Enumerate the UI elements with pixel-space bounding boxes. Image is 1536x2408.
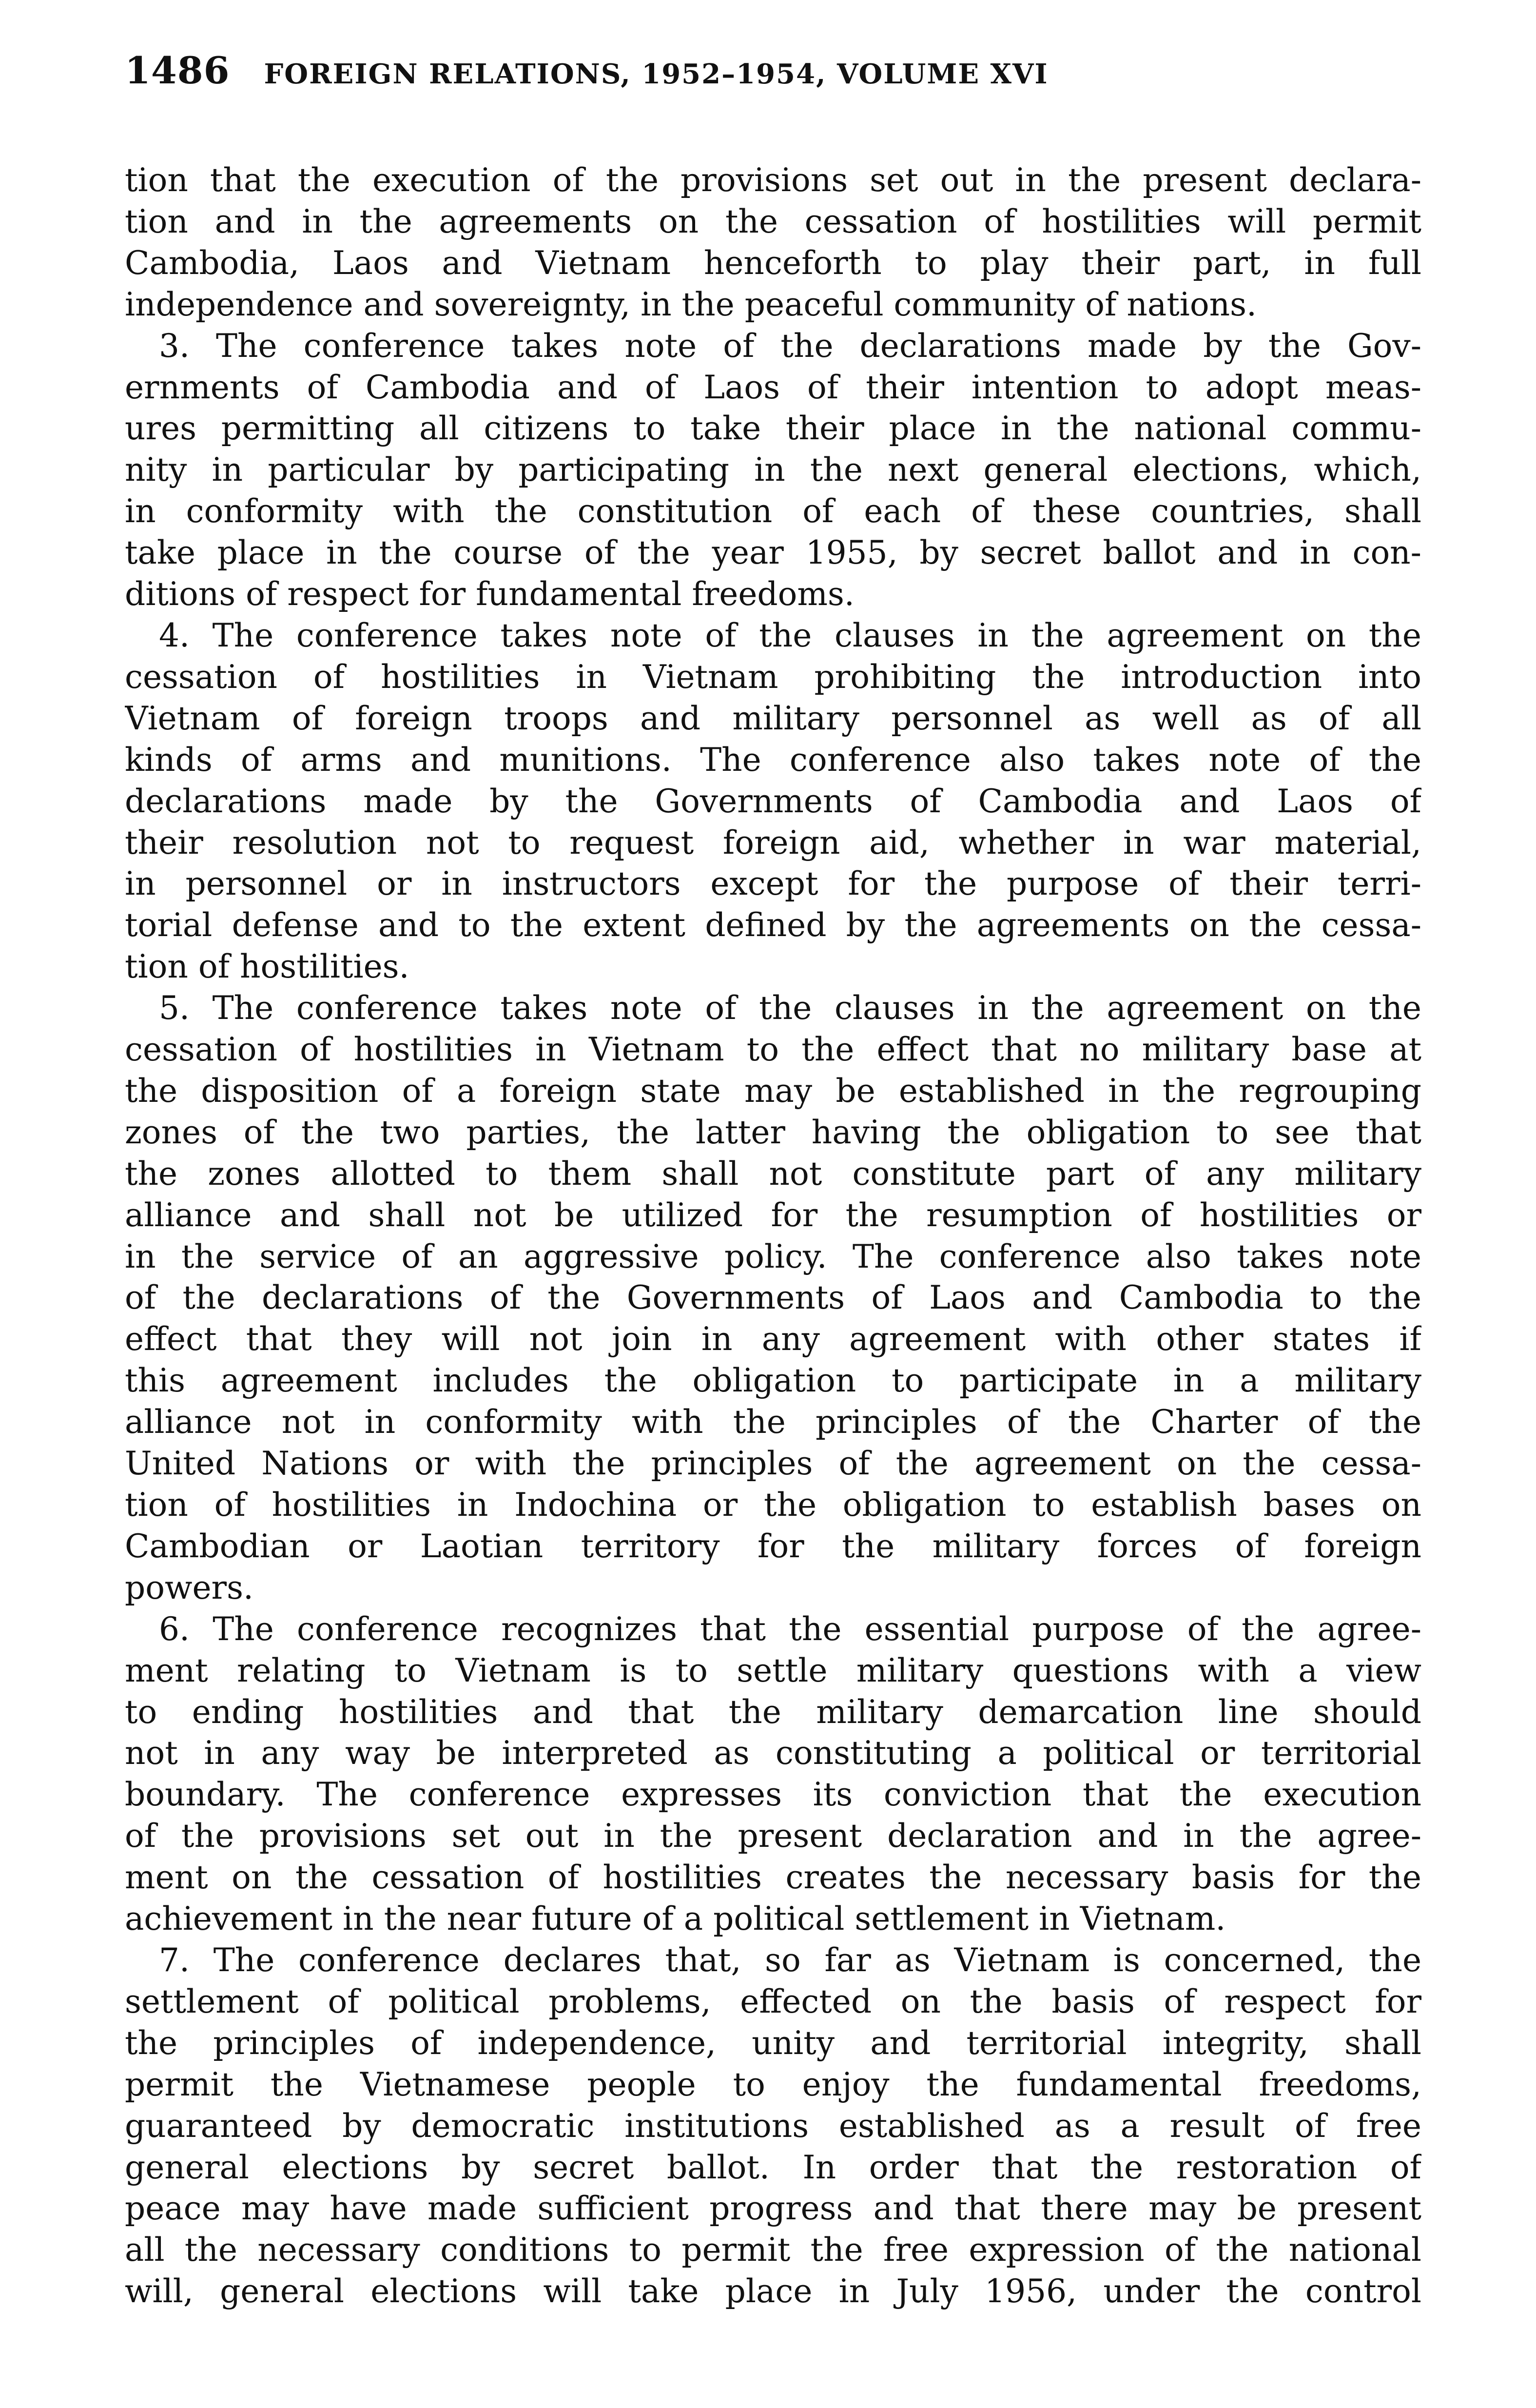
text-line: all the necessary conditions to permit the free expression of the national [125, 2231, 1421, 2269]
text-line: in conformity with the constitution of each of these countries, shall [125, 492, 1421, 530]
text-line: 6. The conference recognizes that the essential purpose of the agree- [159, 1610, 1421, 1648]
text-line: tion and in the agreements on the cessation of hostilities will permit [125, 202, 1421, 240]
text-line: the zones allotted to them shall not constitute part of any military [125, 1155, 1421, 1193]
text-line: 7. The conference declares that, so far as Vietnam is concerned, the [159, 1941, 1421, 1979]
running-head [125, 49, 1421, 107]
text-line: peace may have made sufficient progress and that there may be present [125, 2190, 1421, 2228]
body-text [125, 160, 1421, 2312]
paragraph-5 [125, 988, 1421, 1609]
paragraph-3 [125, 326, 1421, 615]
text-line: 5. The conference takes note of the clauses in the agreement on the [159, 989, 1421, 1027]
text-line: the principles of independence, unity and territorial integrity, shall [125, 2024, 1421, 2062]
text-line: 3. The conference takes note of the declarations made by the Gov- [159, 327, 1421, 365]
text-line: cessation of hostilities in Vietnam prohibiting the introduction into [125, 658, 1421, 696]
text-line: kinds of arms and munitions. The conference also takes note of the [125, 741, 1421, 779]
text-line: powers. [125, 1568, 253, 1606]
text-line: Cambodian or Laotian territory for the military forces of foreign [125, 1527, 1421, 1565]
text-line: zones of the two parties, the latter having the obligation to see that [125, 1113, 1421, 1151]
text-line: independence and sovereignty, in the peaceful community of nations. [125, 285, 1257, 323]
document-page [125, 49, 1421, 2312]
text-line: 4. The conference takes note of the clauses in the agreement on the [159, 616, 1421, 654]
text-line: declarations made by the Governments of Cambodia and Laos of [125, 782, 1421, 820]
paragraph-7 [125, 1940, 1421, 2312]
text-line: of the declarations of the Governments of Laos and Cambodia to the [125, 1279, 1421, 1317]
running-title: FOREIGN RELATIONS, 1952–1954, VOLUME XVI [264, 58, 1049, 90]
text-line: to ending hostilities and that the military demarcation line should [125, 1693, 1421, 1731]
text-line: tion of hostilities. [125, 948, 409, 986]
text-line: tion of hostilities in Indochina or the obligation to establish bases on [125, 1486, 1421, 1524]
text-line: ment on the cessation of hostilities creates the necessary basis for the [125, 1859, 1421, 1897]
text-line: United Nations or with the principles of the agreement on the cessa- [125, 1445, 1421, 1483]
text-line: permit the Vietnamese people to enjoy the fundamental freedoms, [125, 2065, 1421, 2103]
text-line: will, general elections will take place in July 1956, under the control [125, 2272, 1421, 2310]
text-line: of the provisions set out in the present declaration and in the agree- [125, 1817, 1421, 1855]
text-line: alliance and shall not be utilized for the resumption of hostilities or [125, 1196, 1421, 1234]
paragraph-4 [125, 615, 1421, 988]
text-line: settlement of political problems, effected on the basis of respect for [125, 1982, 1421, 2020]
text-line: alliance not in conformity with the principles of the Charter of the [125, 1403, 1421, 1441]
text-line: in the service of an aggressive policy. The conference also takes note [125, 1237, 1421, 1275]
page-number: 1486 [125, 49, 230, 92]
text-line: this agreement includes the obligation to participate in a military [125, 1362, 1421, 1400]
text-line: Vietnam of foreign troops and military personnel as well as of all [125, 699, 1421, 737]
text-line: in personnel or in instructors except for the purpose of their terri- [125, 865, 1421, 903]
text-line: take place in the course of the year 1955, by secret ballot and in con- [125, 534, 1421, 572]
text-line: boundary. The conference expresses its conviction that the execution [125, 1776, 1421, 1814]
text-line: torial defense and to the extent defined by the agreements on the cessa- [125, 906, 1421, 944]
text-line: their resolution not to request foreign aid, whether in war material, [125, 823, 1421, 861]
text-line: effect that they will not join in any agreement with other states if [125, 1320, 1421, 1358]
text-line: Cambodia, Laos and Vietnam henceforth to play their part, in full [125, 244, 1421, 282]
text-line: cessation of hostilities in Vietnam to the effect that no military base at [125, 1031, 1421, 1069]
text-line: guaranteed by democratic institutions established as a result of free [125, 2107, 1421, 2145]
text-line: general elections by secret ballot. In order that the restoration of [125, 2148, 1421, 2186]
text-line: not in any way be interpreted as constituting a political or territorial [125, 1734, 1421, 1772]
text-line: ment relating to Vietnam is to settle military questions with a view [125, 1651, 1421, 1689]
text-line: ures permitting all citizens to take their place in the national commu- [125, 410, 1421, 448]
text-line: achievement in the near future of a political settlement in Vietnam. [125, 1900, 1226, 1938]
paragraph-6 [125, 1609, 1421, 1940]
text-line: ditions of respect for fundamental freedoms. [125, 575, 855, 613]
text-line: the disposition of a foreign state may be established in the regrouping [125, 1072, 1421, 1110]
paragraph-continuation [125, 160, 1421, 326]
text-line: nity in particular by participating in the next general elections, which, [125, 451, 1421, 489]
text-line: tion that the execution of the provisions set out in the present declara- [125, 161, 1421, 199]
text-line: ernments of Cambodia and of Laos of their intention to adopt meas- [125, 368, 1421, 406]
